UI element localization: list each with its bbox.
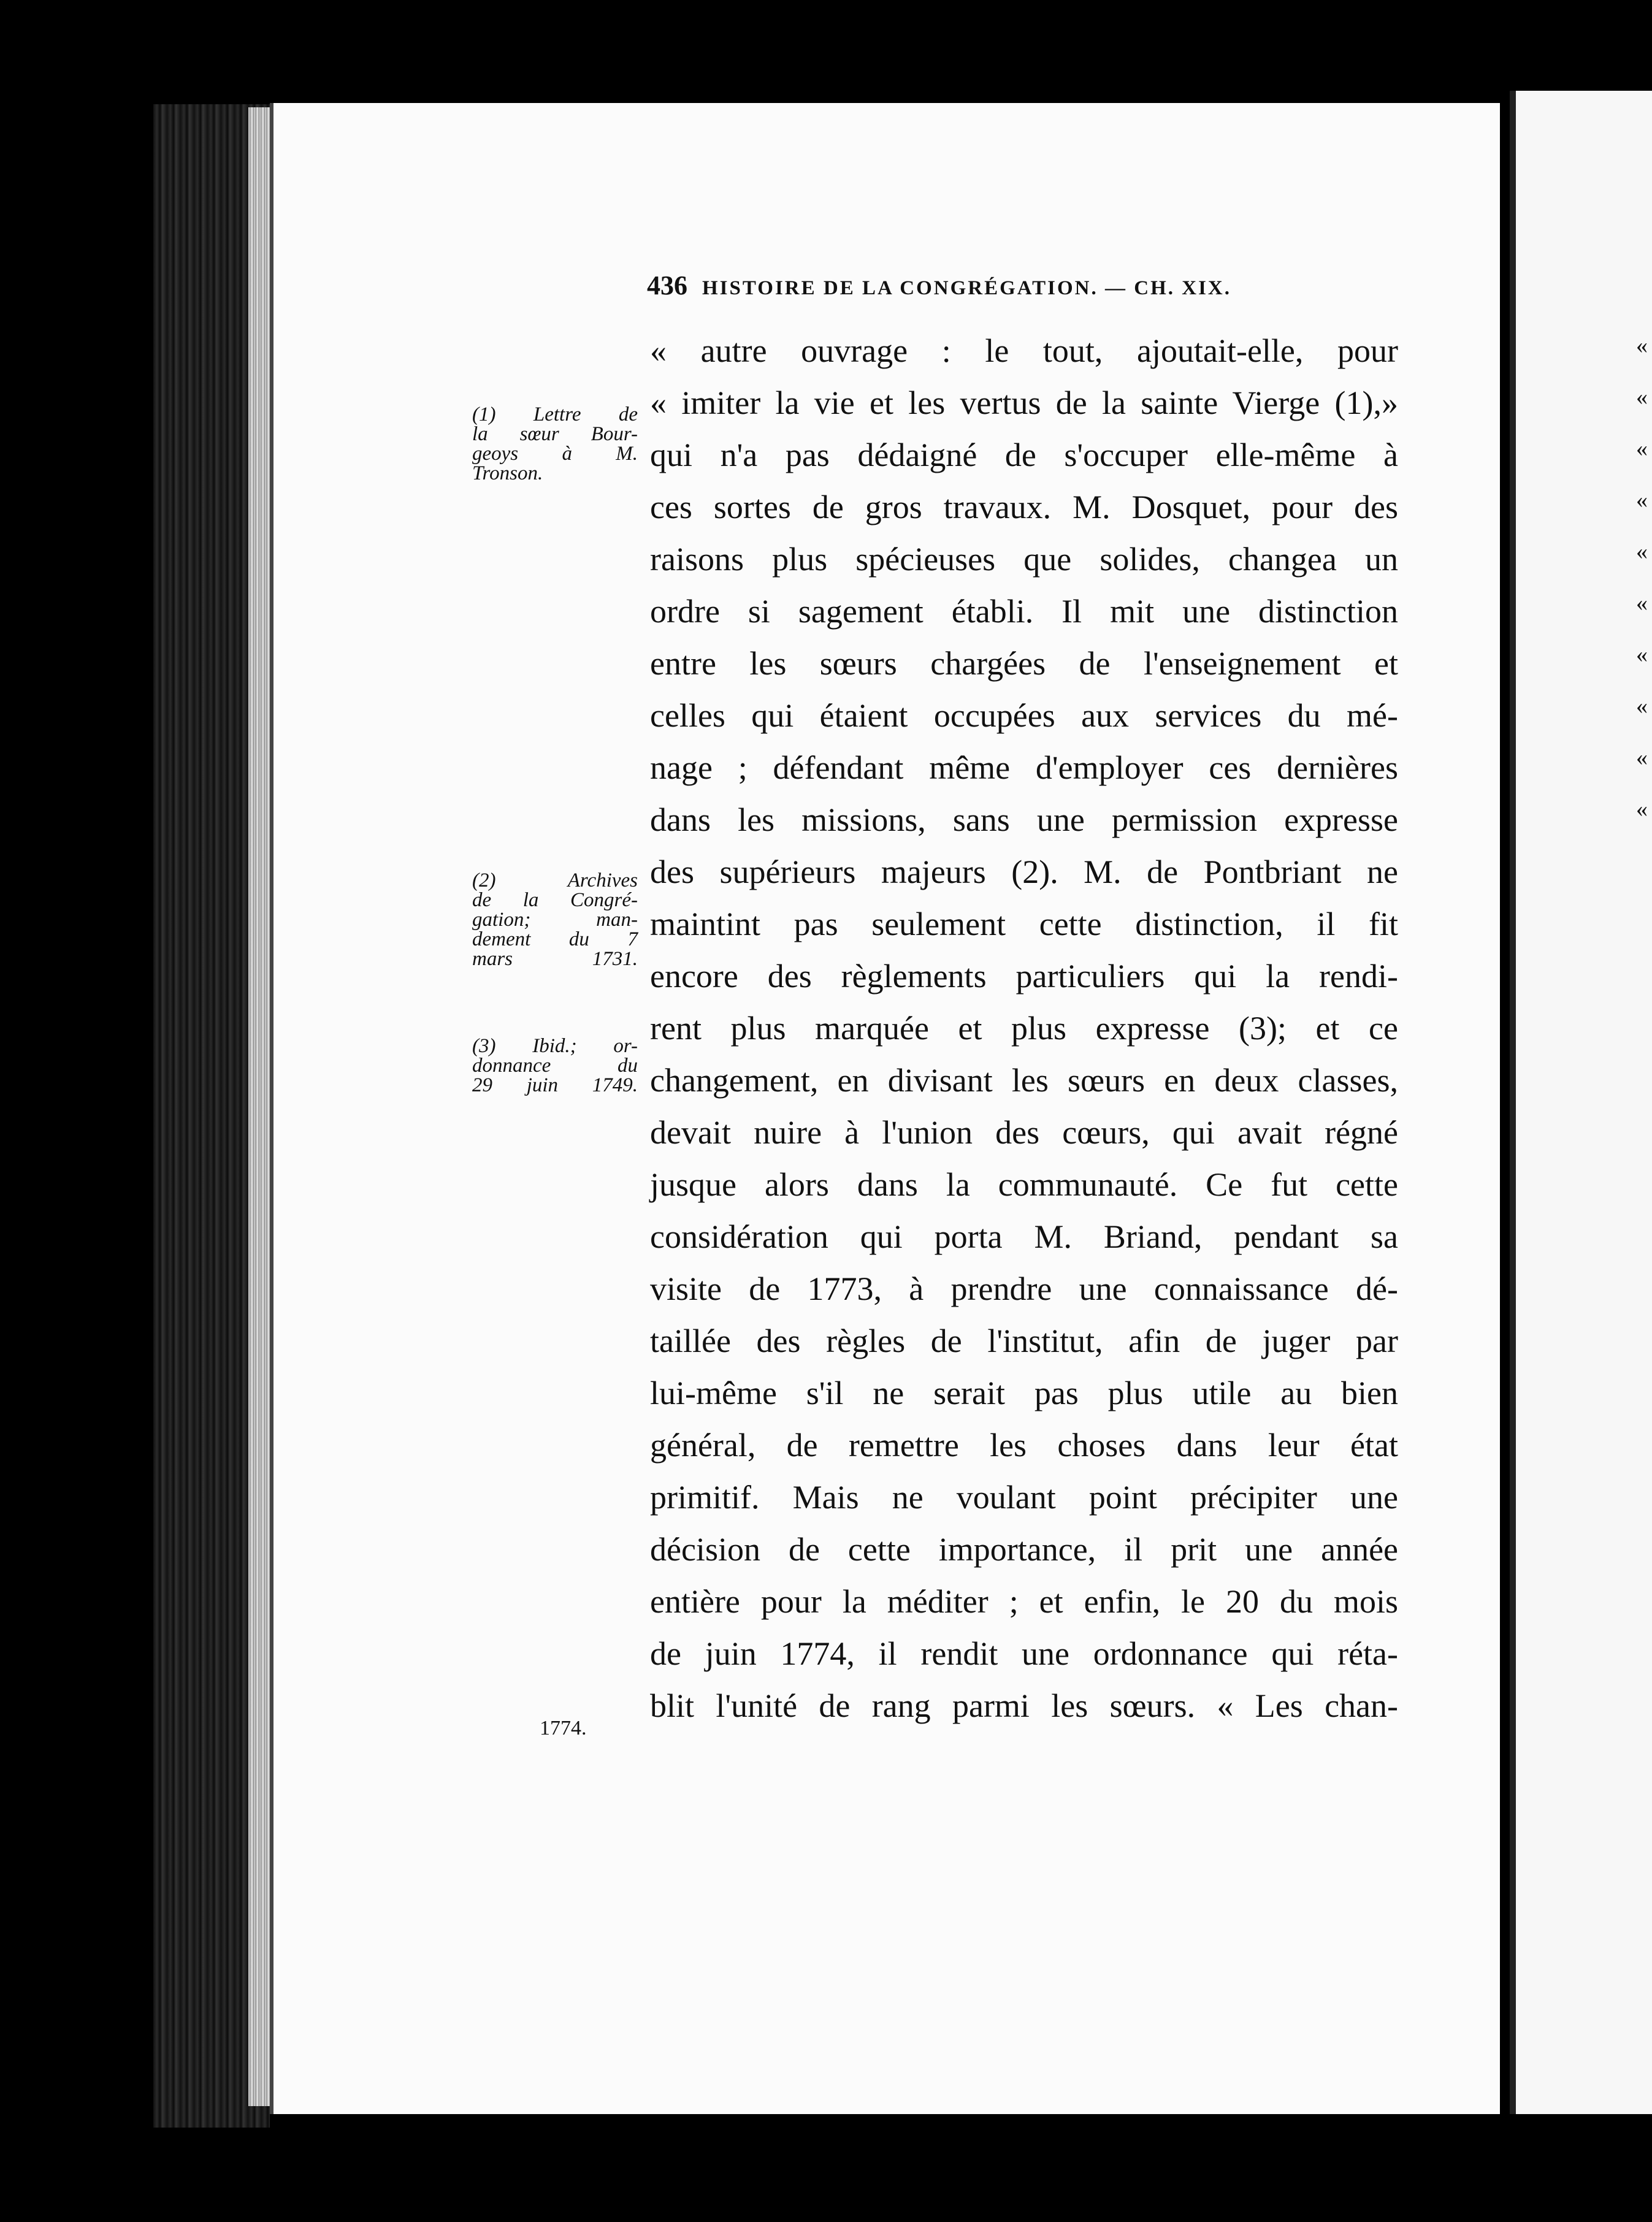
running-header bbox=[647, 270, 1309, 301]
facing-mark: « bbox=[1636, 436, 1648, 462]
note-line: donnance du bbox=[472, 1055, 638, 1077]
note-line: (3) Ibid.; or- bbox=[472, 1035, 638, 1057]
text-line: blit l'unité de rang parmi les sœurs. « Les chan- bbox=[650, 1687, 1398, 1724]
scan-top-border bbox=[0, 0, 1652, 104]
text-line: entière pour la méditer ; et enfin, le 20 du mois bbox=[650, 1583, 1398, 1620]
text-line: ordre si sagement établi. Il mit une distinction bbox=[650, 593, 1398, 630]
facing-mark: « bbox=[1636, 384, 1648, 410]
text-line: des supérieurs majeurs (2). M. de Pontbriant ne bbox=[650, 853, 1398, 890]
text-line: qui n'a pas dédaigné de s'occuper elle-même à bbox=[650, 437, 1398, 473]
note-line: mars 1731. bbox=[472, 948, 638, 970]
facing-mark: « bbox=[1636, 539, 1648, 565]
margin-note-1 bbox=[472, 405, 638, 483]
note-line: la sœur Bour- bbox=[472, 423, 638, 445]
facing-mark: « bbox=[1636, 693, 1648, 719]
text-line: maintint pas seulement cette distinction, il fit bbox=[650, 906, 1398, 942]
text-line: rent plus marquée et plus expresse (3); et ce bbox=[650, 1010, 1398, 1047]
text-line: primitif. Mais ne voulant point précipiter une bbox=[650, 1479, 1398, 1516]
facing-mark: « bbox=[1636, 796, 1648, 822]
note-line: de la Congré- bbox=[472, 889, 638, 911]
facing-mark: « bbox=[1636, 333, 1648, 359]
header-title: HISTOIRE DE LA CONGRÉGATION. — CH. XIX. bbox=[702, 277, 1231, 299]
text-line: général, de remettre les choses dans leur état bbox=[650, 1427, 1398, 1464]
text-line: dans les missions, sans une permission expresse bbox=[650, 801, 1398, 838]
margin-note-3 bbox=[472, 1036, 638, 1095]
text-line: taillée des règles de l'institut, afin de juger par bbox=[650, 1323, 1398, 1359]
note-line: 29 juin 1749. bbox=[472, 1074, 638, 1096]
facing-page bbox=[1510, 91, 1652, 2114]
facing-mark: « bbox=[1636, 487, 1648, 513]
page-edges bbox=[248, 107, 273, 2106]
text-line: encore des règlements particuliers qui la rendi- bbox=[650, 958, 1398, 995]
note-line: Tronson. bbox=[472, 462, 543, 484]
text-line: « imiter la vie et les vertus de la sainte Vierge (1),» bbox=[650, 384, 1398, 421]
text-line: celles qui étaient occupées aux services du mé- bbox=[650, 697, 1398, 734]
margin-note-2 bbox=[472, 871, 638, 969]
text-line: nage ; défendant même d'employer ces dernières bbox=[650, 749, 1398, 786]
facing-mark: « bbox=[1636, 590, 1648, 616]
text-line: entre les sœurs chargées de l'enseignement et bbox=[650, 645, 1398, 682]
page-number: 436 bbox=[647, 270, 687, 300]
text-line: « autre ouvrage : le tout, ajoutait-elle, pour bbox=[650, 332, 1398, 369]
body-text bbox=[650, 325, 1398, 1732]
note-line: gation; man- bbox=[472, 909, 638, 931]
text-line: devait nuire à l'union des cœurs, qui avait régné bbox=[650, 1114, 1398, 1151]
text-line: de juin 1774, il rendit une ordonnance qui réta- bbox=[650, 1635, 1398, 1672]
text-line: lui-même s'il ne serait pas plus utile au bien bbox=[650, 1375, 1398, 1411]
note-line: (2) Archives bbox=[472, 869, 638, 891]
text-line: changement, en divisant les sœurs en deux classes, bbox=[650, 1062, 1398, 1099]
facing-mark: « bbox=[1636, 745, 1648, 771]
text-line: visite de 1773, à prendre une connaissance dé- bbox=[650, 1270, 1398, 1307]
note-line: dement du 7 bbox=[472, 928, 638, 950]
note-line: geoys à M. bbox=[472, 443, 638, 465]
text-line: décision de cette importance, il prit une année bbox=[650, 1531, 1398, 1568]
text-line: raisons plus spécieuses que solides, changea un bbox=[650, 541, 1398, 578]
facing-page-marks bbox=[1636, 334, 1652, 849]
facing-mark: « bbox=[1636, 642, 1648, 668]
text-line: considération qui porta M. Briand, pendant sa bbox=[650, 1218, 1398, 1255]
note-line: (1) Lettre de bbox=[472, 403, 638, 426]
text-line: jusque alors dans la communauté. Ce fut cette bbox=[650, 1166, 1398, 1203]
text-line: ces sortes de gros travaux. M. Dosquet, pour des bbox=[650, 489, 1398, 525]
margin-year: 1774. bbox=[540, 1717, 587, 1739]
